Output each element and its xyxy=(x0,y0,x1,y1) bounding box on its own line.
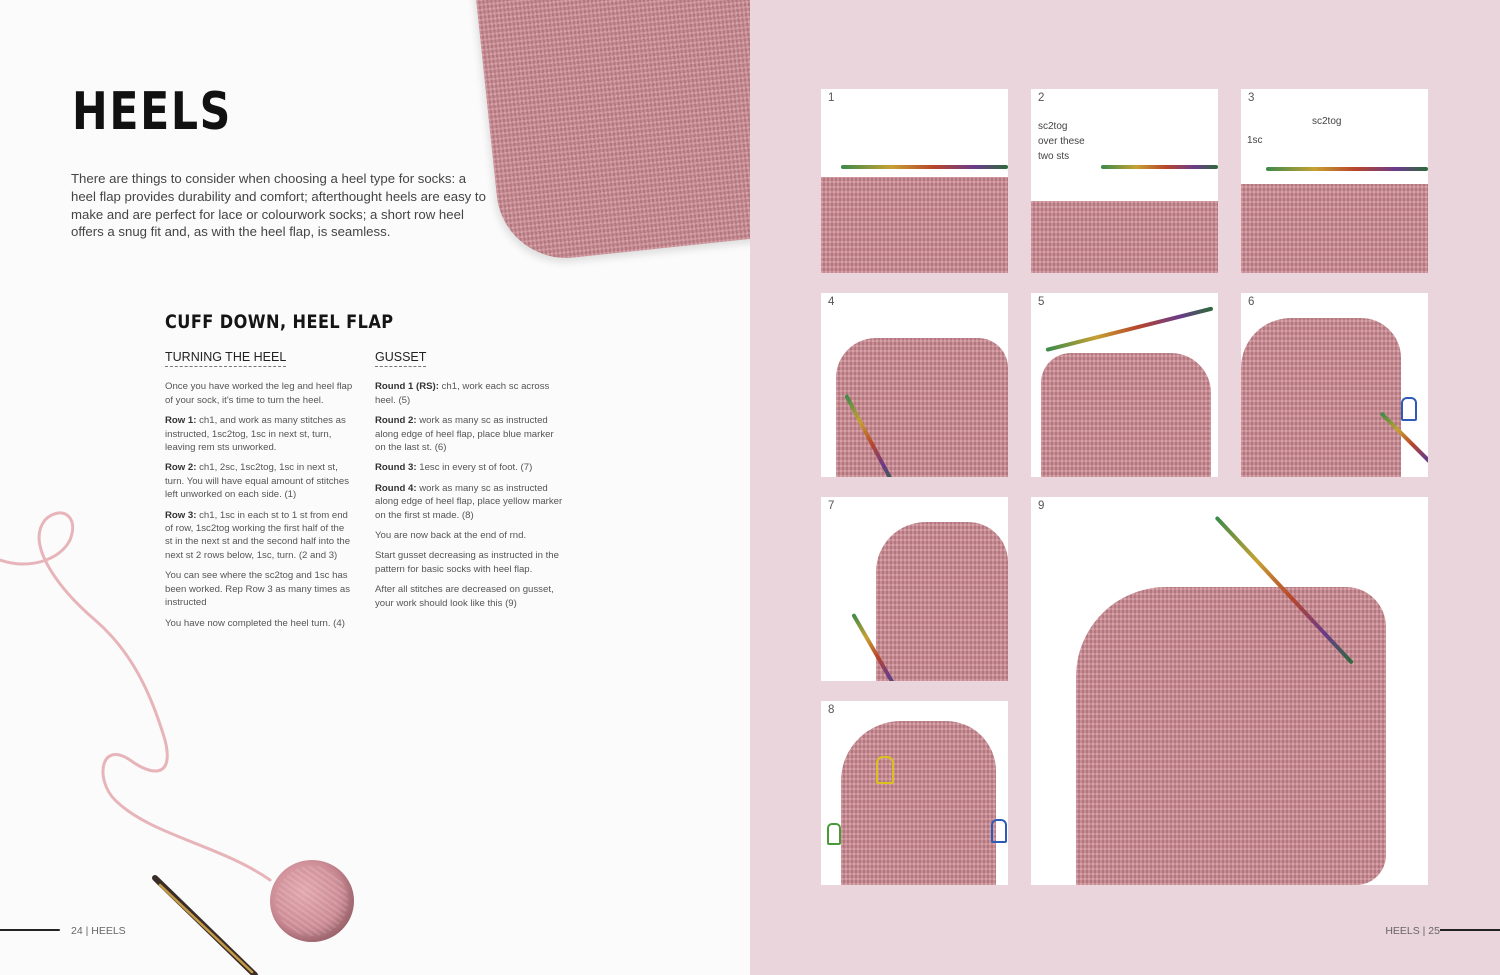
yarn-ball-image xyxy=(270,860,354,942)
start-decreasing-note: Start gusset decreasing as instructed in the pattern for basic socks with heel flap. xyxy=(375,550,559,575)
step-photo-9 xyxy=(1031,497,1428,885)
crochet-hook-icon xyxy=(0,929,60,931)
back-at-end-note: You are now back at the end of rnd. xyxy=(375,530,527,542)
step-number: 3 xyxy=(1248,92,1255,104)
section-title: CUFF DOWN, HEEL FLAP xyxy=(165,311,394,333)
step-photo-7 xyxy=(821,497,1008,681)
step-number: 2 xyxy=(1038,92,1045,104)
step-number: 6 xyxy=(1248,296,1255,308)
blue-marker-icon xyxy=(991,819,1007,843)
crochet-hook-icon xyxy=(1440,929,1500,931)
step-number: 9 xyxy=(1038,500,1045,512)
completed-note: You have now completed the heel turn. (4) xyxy=(165,617,345,629)
round-3-instruction: Round 3: 1esc in every st of foot. (7) xyxy=(375,462,533,474)
row-2-instruction: Row 2: ch1, 2sc, 1sc2tog, 1sc in next st, turn. You will have equal amount of stitches left unworked on each side. (1) xyxy=(165,462,349,501)
green-marker-icon xyxy=(827,823,841,845)
turning-heel-heading: TURNING THE HEEL xyxy=(165,351,286,367)
step-photo-4 xyxy=(821,293,1008,477)
step-number: 4 xyxy=(828,296,835,308)
round-4-instruction: Round 4: work as many sc as instructed along edge of heel flap, place yellow marker on the first st made. (8) xyxy=(375,482,563,521)
gusset-column xyxy=(375,351,563,617)
turning-heel-intro: Once you have worked the leg and heel flap of your sock, it's time to turn the heel. xyxy=(165,381,353,406)
left-folio: 24 | HEELS xyxy=(71,925,126,937)
round-1-instruction: Round 1 (RS): ch1, work each sc across heel. (5) xyxy=(375,381,550,406)
gusset-heading: GUSSET xyxy=(375,351,426,367)
row-1-instruction: Row 1: ch1, and work as many stitches as instructed, 1sc2tog, 1sc in next st, turn, leaving rem sts unworked. xyxy=(165,415,346,454)
step-number: 5 xyxy=(1038,296,1045,308)
blue-marker-icon xyxy=(1401,397,1417,421)
yellow-marker-icon xyxy=(876,756,894,784)
step-photo-8 xyxy=(821,701,1008,885)
row-3-instruction: Row 3: ch1, 1sc in each st to 1 st from end of row, 1sc2tog working the first half of the st in the next st and the second half into the next st 2 rows below, 1sc, turn. (2 and 3) xyxy=(165,509,351,561)
step-number: 7 xyxy=(828,500,835,512)
step-photo-1 xyxy=(821,89,1008,273)
right-folio: HEELS | 25 xyxy=(1385,925,1440,937)
step-number: 8 xyxy=(828,704,835,716)
right-page xyxy=(750,0,1500,975)
turning-heel-column xyxy=(165,351,353,637)
photo-3-callout-1sc: 1sc xyxy=(1247,135,1263,146)
step-photo-3 xyxy=(1241,89,1428,273)
after-decrease-note: After all stitches are decreased on gusset, your work should look like this (9) xyxy=(375,584,554,609)
round-2-instruction: Round 2: work as many sc as instructed along edge of heel flap, place blue marker on the last st. (6) xyxy=(375,415,554,454)
photo-3-callout-sc2tog: sc2tog xyxy=(1312,116,1342,127)
step-photo-6 xyxy=(1241,293,1428,477)
repeat-note: You can see where the sc2tog and 1sc has been worked. Rep Row 3 as many times as instructed xyxy=(165,570,351,609)
crochet-swatch-image xyxy=(474,0,750,265)
photo-2-callout: sc2tog over these two sts xyxy=(1038,121,1085,162)
step-photo-2 xyxy=(1031,89,1218,273)
intro-paragraph: There are things to consider when choosing a heel type for socks: a heel flap provides durability and comfort; afterthought heels are easy to make and are perfect for lace or colourwork socks; a short row heel offers a snug fit and, as with the heel flap, is seamless. xyxy=(71,171,486,240)
step-number: 1 xyxy=(828,92,835,104)
page-title: HEELS xyxy=(72,82,233,142)
step-photo-5 xyxy=(1031,293,1218,477)
